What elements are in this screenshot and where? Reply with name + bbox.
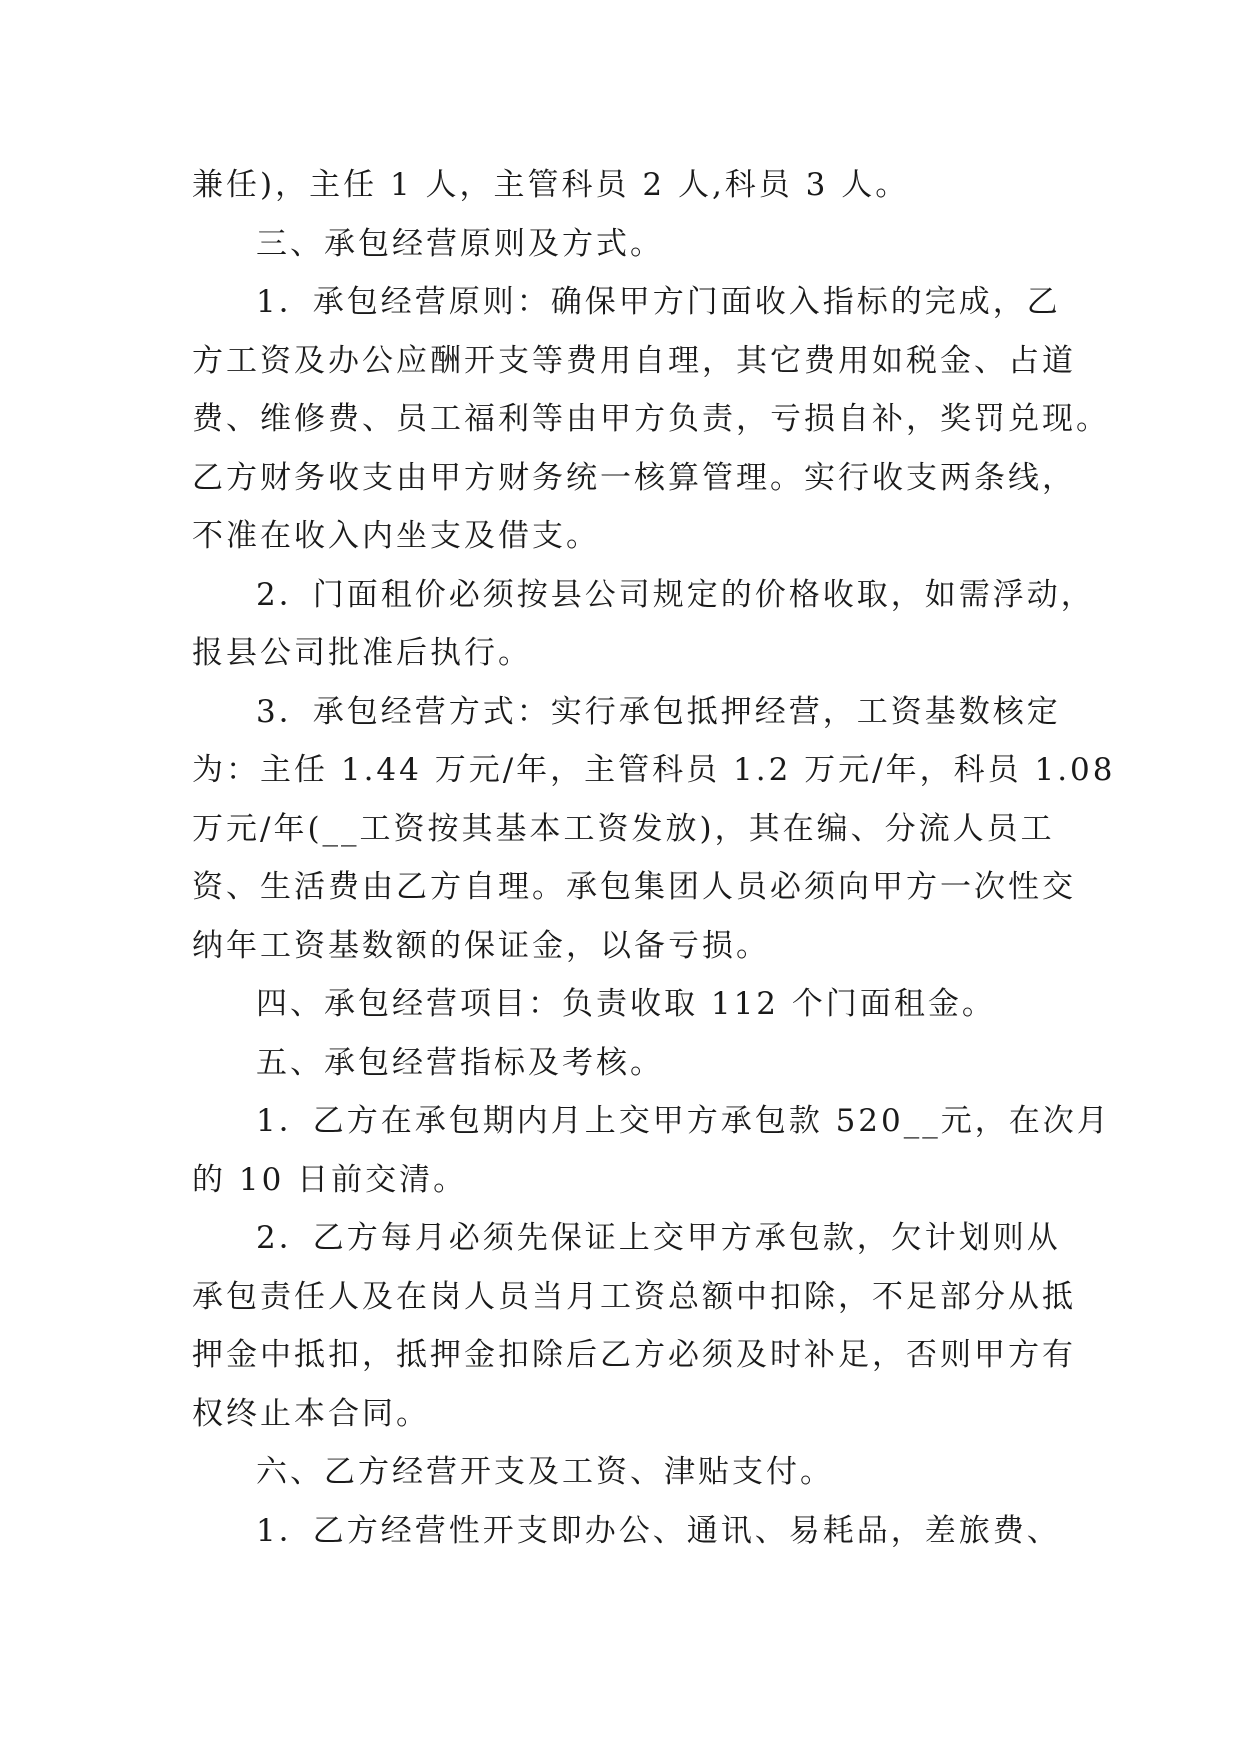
document-line: 为：主任 1.44 万元/年，主管科员 1.2 万元/年，科员 1.08 <box>192 752 1116 788</box>
document-line: 资、生活费由乙方自理。承包集团人员必须向甲方一次性交 <box>192 869 1076 905</box>
document-line: 纳年工资基数额的保证金，以备亏损。 <box>192 927 770 964</box>
document-line: 四、承包经营项目：负责收取 112 个门面租金。 <box>256 986 996 1022</box>
document-line: 1．乙方经营性开支即办公、通讯、易耗品，差旅费、 <box>256 1512 1061 1549</box>
document-line: 六、乙方经营开支及工资、津贴支付。 <box>256 1454 834 1490</box>
document-line: 三、承包经营原则及方式。 <box>256 225 664 262</box>
document-line: 2．门面租价必须按县公司规定的价格收取，如需浮动， <box>256 576 1095 613</box>
document-line: 1．乙方在承包期内月上交甲方承包款 520__元，在次月 <box>256 1103 1111 1139</box>
document-line: 五、承包经营指标及考核。 <box>256 1044 664 1081</box>
document-line: 方工资及办公应酬开支等费用自理，其它费用如税金、占道 <box>192 342 1076 379</box>
document-line: 1．承包经营原则：确保甲方门面收入指标的完成，乙 <box>256 284 1061 320</box>
document-line: 承包责任人及在岗人员当月工资总额中扣除，不足部分从抵 <box>192 1278 1076 1315</box>
document-body <box>192 156 1116 1560</box>
document-line: 押金中抵扣，抵押金扣除后乙方必须及时补足，否则甲方有 <box>192 1337 1076 1373</box>
document-line: 的 10 日前交清。 <box>192 1161 468 1198</box>
document-line: 万元/年(__工资按其基本工资发放)，其在编、分流人员工 <box>192 810 1055 847</box>
document-line: 报县公司批准后执行。 <box>192 635 532 671</box>
document-line: 兼任)，主任 1 人，主管科员 2 人,科员 3 人。 <box>192 167 910 203</box>
document-line: 3．承包经营方式：实行承包抵押经营，工资基数核定 <box>256 693 1061 730</box>
document-line: 2．乙方每月必须先保证上交甲方承包款，欠计划则从 <box>256 1220 1061 1256</box>
document-line: 费、维修费、员工福利等由甲方负责，亏损自补，奖罚兑现。 <box>192 401 1110 437</box>
document-line: 权终止本合同。 <box>192 1395 430 1432</box>
document-line: 乙方财务收支由甲方财务统一核算管理。实行收支两条线， <box>192 459 1076 496</box>
document-line: 不准在收入内坐支及借支。 <box>192 518 600 554</box>
